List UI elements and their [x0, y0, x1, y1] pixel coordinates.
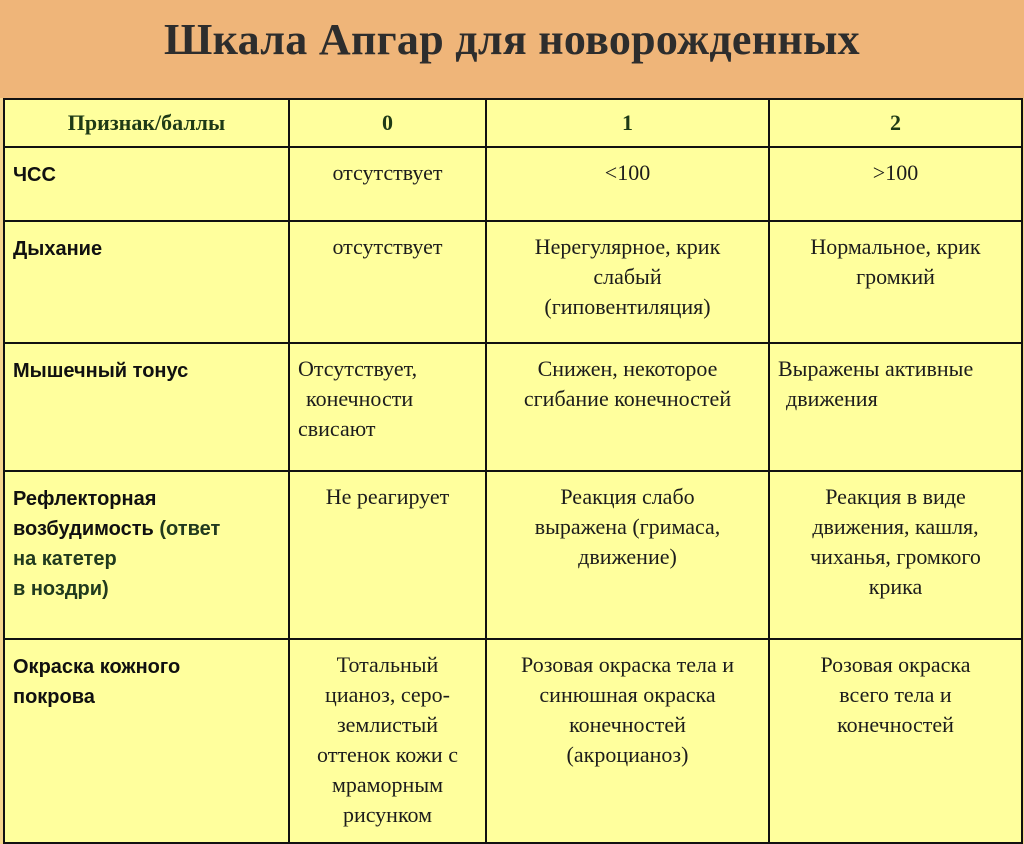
- table-row-skin-color: [4, 639, 1022, 843]
- header-cell-score-1: 1: [486, 99, 769, 147]
- cell-breathing-2: [769, 221, 1022, 343]
- cell-breathing-0: [289, 221, 486, 343]
- row-label-reflex: [4, 471, 289, 639]
- table-row-breathing: [4, 221, 1022, 343]
- cell-line: громкий: [856, 264, 935, 289]
- cell-muscle-tone-0: [289, 343, 486, 471]
- cell-reflex-0: [289, 471, 486, 639]
- row-label-breathing: [4, 221, 289, 343]
- cell-line: всего тела и: [839, 682, 952, 707]
- cell-line: землистый: [336, 712, 439, 737]
- cell-line: движения: [786, 386, 878, 411]
- row-label-line: Дыхание: [13, 238, 103, 260]
- cell-line: свисают: [298, 416, 376, 441]
- row-label-muscle-tone: [4, 343, 289, 471]
- cell-skin-color-2: [769, 639, 1022, 843]
- cell-line: конечности: [306, 386, 414, 411]
- table-row-heart-rate: [4, 147, 1022, 221]
- cell-line: рисунком: [342, 802, 433, 827]
- table-row-muscle-tone: [4, 343, 1022, 471]
- cell-line: <100: [604, 160, 651, 185]
- cell-line: Снижен, некоторое: [537, 356, 718, 381]
- cell-line: чиханья, громкого: [810, 544, 981, 569]
- slide-title: Шкала Апгар для новорожденных: [164, 15, 860, 64]
- cell-reflex-2: [769, 471, 1022, 639]
- cell-line: Розовая окраска: [820, 652, 971, 677]
- cell-muscle-tone-2: [769, 343, 1022, 471]
- cell-heart-rate-0: [289, 147, 486, 221]
- cell-line: конечностей: [837, 712, 954, 737]
- row-label-line: на катетер: [13, 548, 117, 570]
- cell-line: отсутствует: [332, 234, 443, 259]
- header-cell-sign: Признак/баллы: [4, 99, 289, 147]
- cell-line: отсутствует: [332, 160, 443, 185]
- cell-skin-color-1: [486, 639, 769, 843]
- table-row-reflex: [4, 471, 1022, 639]
- cell-breathing-1: [486, 221, 769, 343]
- cell-line: >100: [872, 160, 919, 185]
- cell-line: цианоз, серо-: [325, 682, 450, 707]
- cell-line: (акроцианоз): [566, 742, 689, 767]
- cell-line: Отсутствует,: [298, 356, 418, 381]
- cell-line: сгибание конечностей: [523, 386, 732, 411]
- row-label-line: покрова: [13, 686, 95, 708]
- cell-line: слабый: [593, 264, 662, 289]
- cell-line: (гиповентиляция): [544, 294, 711, 319]
- row-label-line: ЧСС: [13, 164, 56, 186]
- cell-line: выражена (гримаса,: [534, 514, 721, 539]
- cell-line: движение): [578, 544, 677, 569]
- row-label-note: (ответ: [153, 518, 221, 540]
- cell-heart-rate-2: [769, 147, 1022, 221]
- cell-line: Розовая окраска тела и: [521, 652, 734, 677]
- row-label-line: Мышечный тонус: [13, 360, 189, 382]
- cell-heart-rate-1: [486, 147, 769, 221]
- cell-skin-color-0: [289, 639, 486, 843]
- header-cell-score-2: 2: [769, 99, 1022, 147]
- table-header-row: [4, 99, 1022, 147]
- cell-line: Нерегулярное, крик: [534, 234, 721, 259]
- cell-reflex-1: [486, 471, 769, 639]
- cell-line: Реакция слабо: [560, 484, 695, 509]
- apgar-table-container: [3, 98, 1021, 827]
- row-label-line: в ноздри): [13, 578, 109, 600]
- cell-line: Выражены активные: [778, 356, 974, 381]
- cell-line: крика: [868, 574, 923, 599]
- cell-line: мраморным: [331, 772, 444, 797]
- cell-line: конечностей: [569, 712, 686, 737]
- row-label-heart-rate: [4, 147, 289, 221]
- cell-line: Не реагирует: [325, 484, 450, 509]
- cell-line: Тотальный: [336, 652, 439, 677]
- cell-line: оттенок кожи с: [317, 742, 458, 767]
- row-label-skin-color: [4, 639, 289, 843]
- row-label-line: [13, 514, 284, 544]
- cell-line: Реакция в виде: [825, 484, 966, 509]
- apgar-table: [3, 98, 1023, 844]
- row-label-bold-part: возбудимость: [13, 518, 154, 540]
- cell-line: синюшная окраска: [539, 682, 716, 707]
- row-label-line: Рефлекторная: [13, 488, 157, 510]
- header-cell-score-0: 0: [289, 99, 486, 147]
- row-label-line: Окраска кожного: [13, 656, 181, 678]
- cell-line: Нормальное, крик: [810, 234, 981, 259]
- cell-muscle-tone-1: [486, 343, 769, 471]
- cell-line: движения, кашля,: [812, 514, 979, 539]
